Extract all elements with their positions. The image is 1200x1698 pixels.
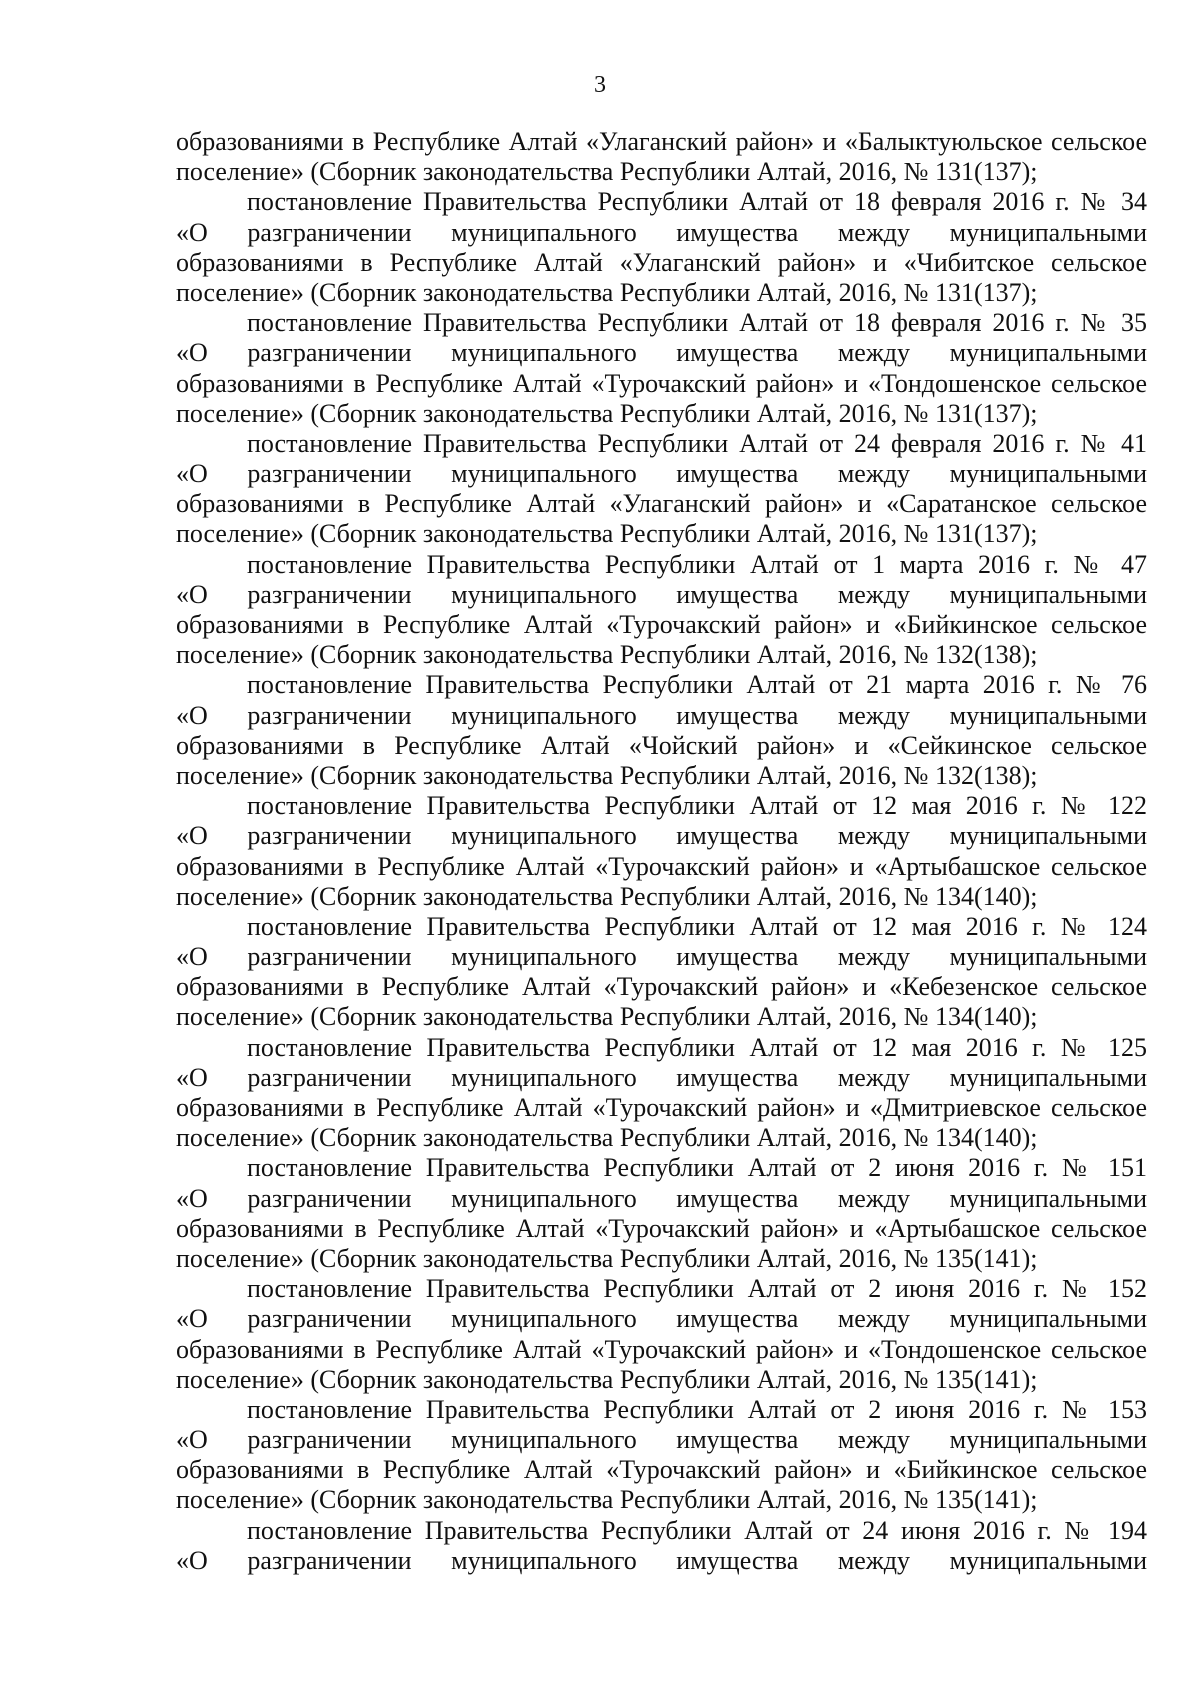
text-line: поселение» (Сборник законодательства Республики Алтай, 2016, № 131(137); [176,277,1038,307]
text-line: постановление Правительства Республики Алтай от 18 февраля 2016 г. № 34 [247,187,1147,217]
text-line: образованиями в Республике Алтай «Турочакский район» и «Тондошенское сельское [176,1334,1147,1364]
text-line: «О разграничении муниципального имущества между муниципальными [176,579,1147,609]
text-line: образованиями в Республике Алтай «Улаганский район» и «Балыктуюльское сельское [176,127,1147,156]
text-line: «О разграничении муниципального имущества между муниципальными [176,1304,1147,1334]
text-line: постановление Правительства Республики Алтай от 12 мая 2016 г. № 125 [247,1032,1147,1062]
text-line: «О разграничении муниципального имущества между муниципальными [176,1062,1147,1092]
text-line: поселение» (Сборник законодательства Республики Алтай, 2016, № 135(141); [176,1243,1038,1273]
text-line: «О разграничении муниципального имущества между муниципальными [176,1545,1147,1575]
text-line: поселение» (Сборник законодательства Республики Алтай, 2016, № 134(140); [176,1002,1038,1032]
document-body [176,127,1147,1576]
text-line: «О разграничении муниципального имущества между муниципальными [176,1183,1147,1213]
text-line: постановление Правительства Республики Алтай от 24 февраля 2016 г. № 41 [247,428,1147,458]
text-line: «О разграничении муниципального имущества между муниципальными [176,821,1147,851]
text-line: постановление Правительства Республики Алтай от 12 мая 2016 г. № 124 [247,911,1147,941]
text-line: поселение» (Сборник законодательства Республики Алтай, 2016, № 131(137); [176,398,1038,428]
text-line: постановление Правительства Республики Алтай от 12 мая 2016 г. № 122 [247,791,1147,821]
text-line: образованиями в Республике Алтай «Турочакский район» и «Тондошенское сельское [176,368,1147,398]
text-line: постановление Правительства Республики Алтай от 18 февраля 2016 г. № 35 [247,308,1147,338]
text-line: «О разграничении муниципального имущества между муниципальными [176,217,1147,247]
text-line: поселение» (Сборник законодательства Республики Алтай, 2016, № 135(141); [176,1364,1038,1394]
text-line: образованиями в Республике Алтай «Турочакский район» и «Дмитриевское сельское [176,1093,1147,1122]
text-line: поселение» (Сборник законодательства Республики Алтай, 2016, № 134(140); [176,881,1038,911]
text-line: образованиями в Республике Алтай «Турочакский район» и «Кебезенское сельское [176,972,1147,1002]
text-line: «О разграничении муниципального имущества между муниципальными [176,1425,1147,1455]
text-line: поселение» (Сборник законодательства Республики Алтай, 2016, № 135(141); [176,1485,1038,1515]
text-line: постановление Правительства Республики Алтай от 21 марта 2016 г. № 76 [247,670,1147,700]
text-line: образованиями в Республике Алтай «Турочакский район» и «Артыбашское сельское [176,851,1147,881]
text-line: постановление Правительства Республики Алтай от 1 марта 2016 г. № 47 [247,549,1147,579]
text-line: постановление Правительства Республики Алтай от 2 июня 2016 г. № 153 [247,1394,1147,1424]
text-line: поселение» (Сборник законодательства Республики Алтай, 2016, № 131(137); [176,157,1038,187]
page-number: 3 [594,72,606,98]
text-line: поселение» (Сборник законодательства Республики Алтай, 2016, № 131(137); [176,519,1038,549]
text-line: образованиями в Республике Алтай «Улаганский район» и «Чибитское сельское [176,247,1147,277]
text-line: «О разграничении муниципального имущества между муниципальными [176,338,1147,368]
text-line: постановление Правительства Республики Алтай от 2 июня 2016 г. № 152 [247,1274,1147,1304]
text-line: поселение» (Сборник законодательства Республики Алтай, 2016, № 132(138); [176,640,1038,670]
text-line: поселение» (Сборник законодательства Республики Алтай, 2016, № 132(138); [176,760,1038,790]
text-line: образованиями в Республике Алтай «Улаганский район» и «Саратанское сельское [176,489,1147,519]
text-line: постановление Правительства Республики Алтай от 24 июня 2016 г. № 194 [247,1515,1147,1545]
text-line: образованиями в Республике Алтай «Турочакский район» и «Артыбашское сельское [176,1213,1147,1243]
text-line: образованиями в Республике Алтай «Чойский район» и «Сейкинское сельское [176,730,1147,760]
text-line: «О разграничении муниципального имущества между муниципальными [176,700,1147,730]
text-line: образованиями в Республике Алтай «Турочакский район» и «Бийкинское сельское [176,610,1147,639]
text-line: образованиями в Республике Алтай «Турочакский район» и «Бийкинское сельское [176,1455,1147,1485]
text-line: «О разграничении муниципального имущества между муниципальными [176,942,1147,972]
text-line: постановление Правительства Республики Алтай от 2 июня 2016 г. № 151 [247,1153,1147,1183]
text-line: поселение» (Сборник законодательства Республики Алтай, 2016, № 134(140); [176,1123,1038,1153]
text-line: «О разграничении муниципального имущества между муниципальными [176,459,1147,489]
